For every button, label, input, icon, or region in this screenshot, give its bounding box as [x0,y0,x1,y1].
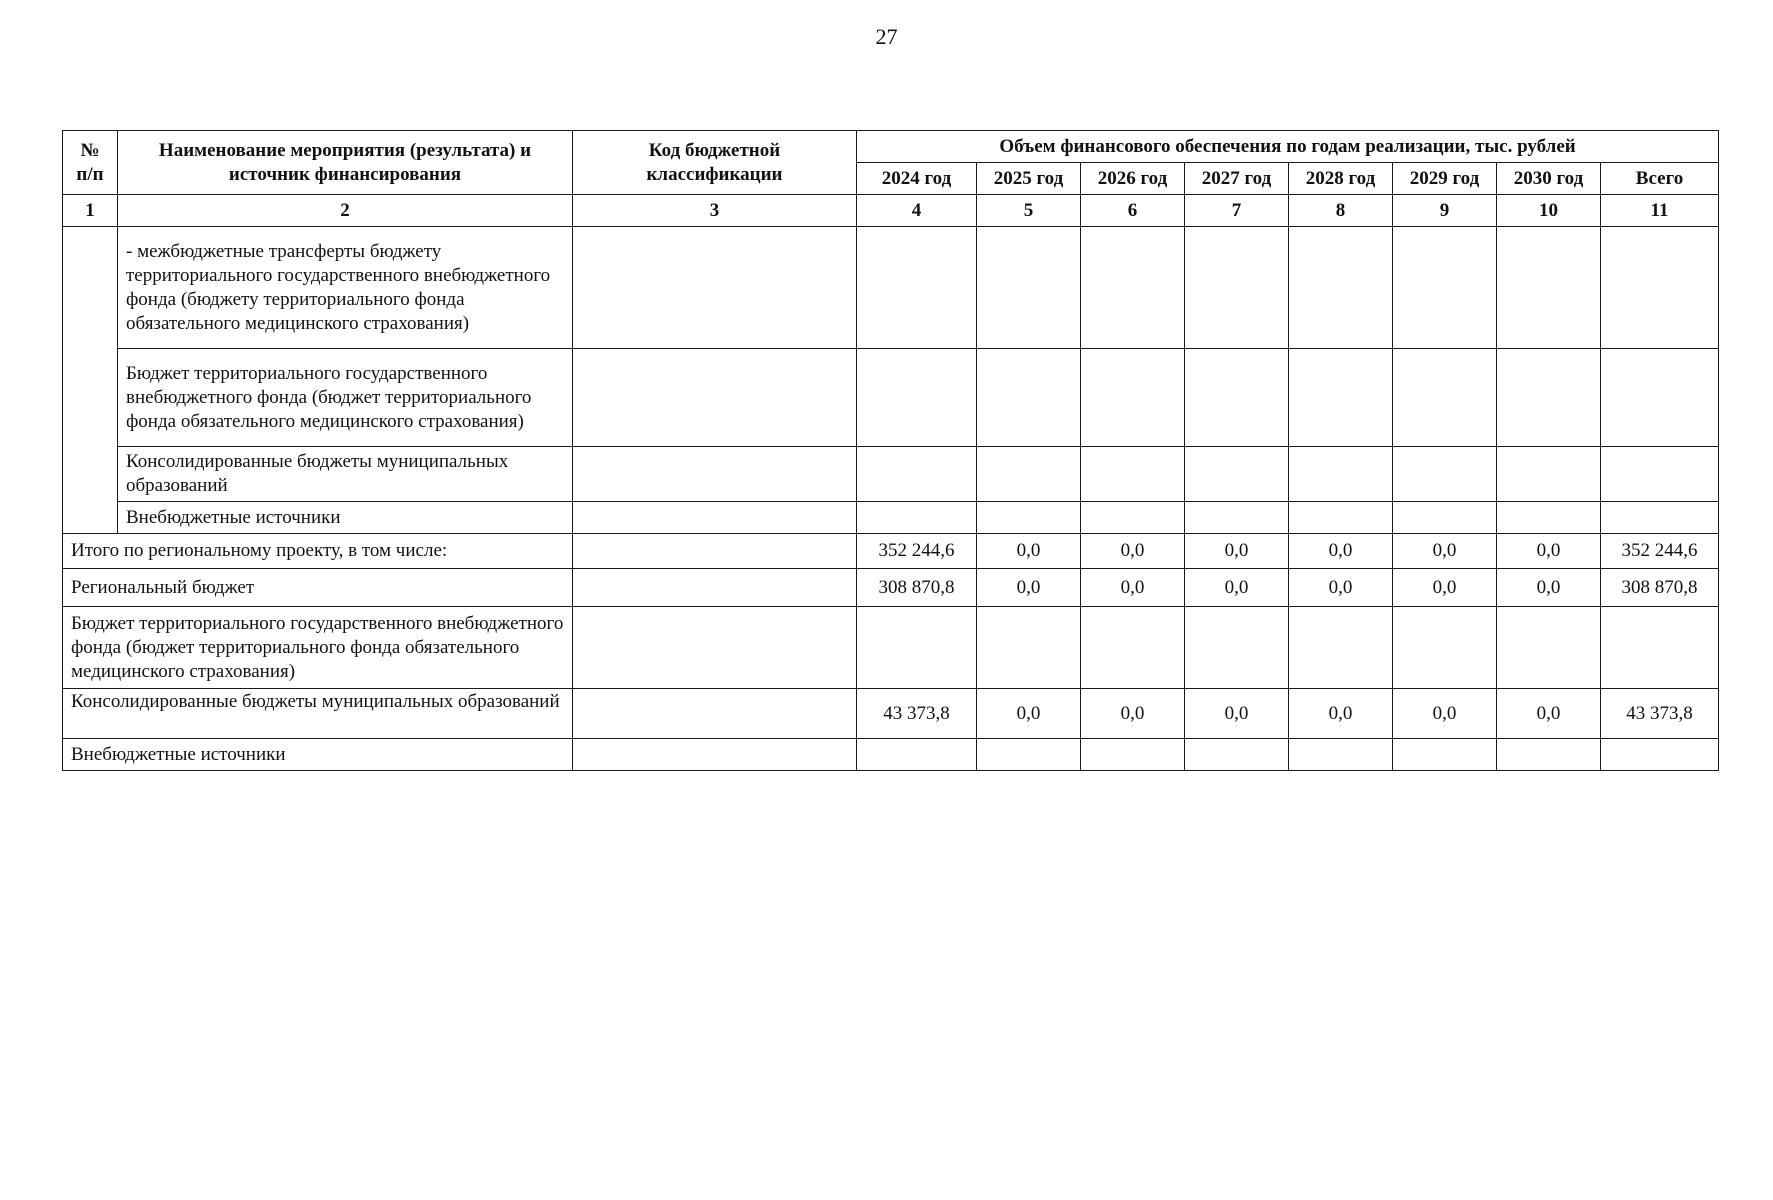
value-2025 [977,447,1081,502]
row-budget-code [573,739,857,771]
value-2026 [1081,739,1185,771]
header-year-2028: 2028 год [1289,163,1393,195]
value-2030 [1497,607,1601,689]
value-2028 [1289,349,1393,447]
value-2024 [857,447,977,502]
value-2026: 0,0 [1081,534,1185,569]
value-2030 [1497,349,1601,447]
column-number: 5 [977,195,1081,227]
value-2024 [857,502,977,534]
row-number-cell [63,227,118,534]
value-2028: 0,0 [1289,534,1393,569]
value-2025: 0,0 [977,534,1081,569]
column-number: 1 [63,195,118,227]
value-2030: 0,0 [1497,534,1601,569]
value-2024: 308 870,8 [857,569,977,607]
header-year-2030: 2030 год [1497,163,1601,195]
value-2030 [1497,502,1601,534]
row-name: Консолидированные бюджеты муниципальных образований [118,447,573,502]
table-row [63,227,1719,349]
row-name: Бюджет территориального государственного внебюджетного фонда (бюджет территориального фонда обязательного медицинского страхования) [63,607,573,689]
value-2027 [1185,447,1289,502]
column-number: 11 [1601,195,1719,227]
header-total: Всего [1601,163,1719,195]
value-total [1601,447,1719,502]
row-name: Региональный бюджет [63,569,573,607]
value-2028 [1289,607,1393,689]
header-year-2024: 2024 год [857,163,977,195]
value-2026 [1081,607,1185,689]
value-2027 [1185,349,1289,447]
value-2024: 43 373,8 [857,689,977,739]
row-name: Консолидированные бюджеты муниципальных образований [63,689,573,739]
row-budget-code [573,227,857,349]
row-name: Внебюджетные источники [63,739,573,771]
value-total: 43 373,8 [1601,689,1719,739]
column-number: 8 [1289,195,1393,227]
value-total [1601,502,1719,534]
value-2025 [977,607,1081,689]
column-number: 9 [1393,195,1497,227]
value-2030: 0,0 [1497,569,1601,607]
value-total [1601,607,1719,689]
value-2029 [1393,349,1497,447]
row-name: Внебюджетные источники [118,502,573,534]
row-budget-code [573,502,857,534]
column-number: 3 [573,195,857,227]
value-2028 [1289,227,1393,349]
value-2026: 0,0 [1081,689,1185,739]
value-2025 [977,739,1081,771]
page-number: 27 [875,24,898,49]
value-2027: 0,0 [1185,534,1289,569]
row-budget-code [573,447,857,502]
row-name: Итого по региональному проекту, в том числе: [63,534,573,569]
value-2029 [1393,227,1497,349]
header-year-2026: 2026 год [1081,163,1185,195]
value-2028 [1289,739,1393,771]
table-row [63,689,1719,739]
row-budget-code [573,607,857,689]
table-row [63,739,1719,771]
table-row [63,569,1719,607]
value-2026 [1081,227,1185,349]
value-2027 [1185,607,1289,689]
value-2027 [1185,739,1289,771]
row-budget-code [573,569,857,607]
value-2027 [1185,227,1289,349]
value-2029 [1393,739,1497,771]
row-budget-code [573,534,857,569]
header-budget-code: Код бюджетной классификации [573,131,857,195]
header-year-2027: 2027 год [1185,163,1289,195]
value-2029: 0,0 [1393,569,1497,607]
value-total [1601,349,1719,447]
value-2028 [1289,447,1393,502]
value-2027: 0,0 [1185,569,1289,607]
value-2029: 0,0 [1393,689,1497,739]
row-name: Бюджет территориального государственного внебюджетного фонда (бюджет территориального фонда обязательного медицинского страхования) [118,349,573,447]
column-number: 10 [1497,195,1601,227]
column-number: 2 [118,195,573,227]
value-2026 [1081,502,1185,534]
table-row [63,607,1719,689]
column-number: 6 [1081,195,1185,227]
value-2030 [1497,739,1601,771]
column-number: 7 [1185,195,1289,227]
table-row [63,349,1719,447]
value-2025: 0,0 [977,569,1081,607]
value-2024 [857,349,977,447]
value-total: 308 870,8 [1601,569,1719,607]
value-2026 [1081,349,1185,447]
header-financing-volume: Объем финансового обеспечения по годам реализации, тыс. рублей [857,131,1719,163]
value-2026 [1081,447,1185,502]
header-year-2025: 2025 год [977,163,1081,195]
value-2025 [977,502,1081,534]
header-year-2029: 2029 год [1393,163,1497,195]
header-number: № п/п [63,131,118,195]
financing-table [62,130,1719,771]
value-2027 [1185,502,1289,534]
value-2024: 352 244,6 [857,534,977,569]
value-2030: 0,0 [1497,689,1601,739]
value-2026: 0,0 [1081,569,1185,607]
row-budget-code [573,689,857,739]
value-total [1601,227,1719,349]
value-total [1601,739,1719,771]
value-2029 [1393,447,1497,502]
value-2030 [1497,447,1601,502]
value-2024 [857,607,977,689]
row-name: - межбюджетные трансферты бюджету территориального государственного внебюджетного фонда (бюджету территориального фонда обязательного медицинского страхования) [118,227,573,349]
value-2028: 0,0 [1289,689,1393,739]
value-2024 [857,227,977,349]
value-2027: 0,0 [1185,689,1289,739]
value-2029 [1393,607,1497,689]
table-row [63,447,1719,502]
column-number: 4 [857,195,977,227]
header-name: Наименование мероприятия (результата) и источник финансирования [118,131,573,195]
table-row-total [63,534,1719,569]
value-2029 [1393,502,1497,534]
value-total: 352 244,6 [1601,534,1719,569]
value-2025 [977,227,1081,349]
table-row [63,502,1719,534]
value-2029: 0,0 [1393,534,1497,569]
value-2024 [857,739,977,771]
value-2028: 0,0 [1289,569,1393,607]
value-2025 [977,349,1081,447]
row-budget-code [573,349,857,447]
value-2028 [1289,502,1393,534]
value-2030 [1497,227,1601,349]
value-2025: 0,0 [977,689,1081,739]
